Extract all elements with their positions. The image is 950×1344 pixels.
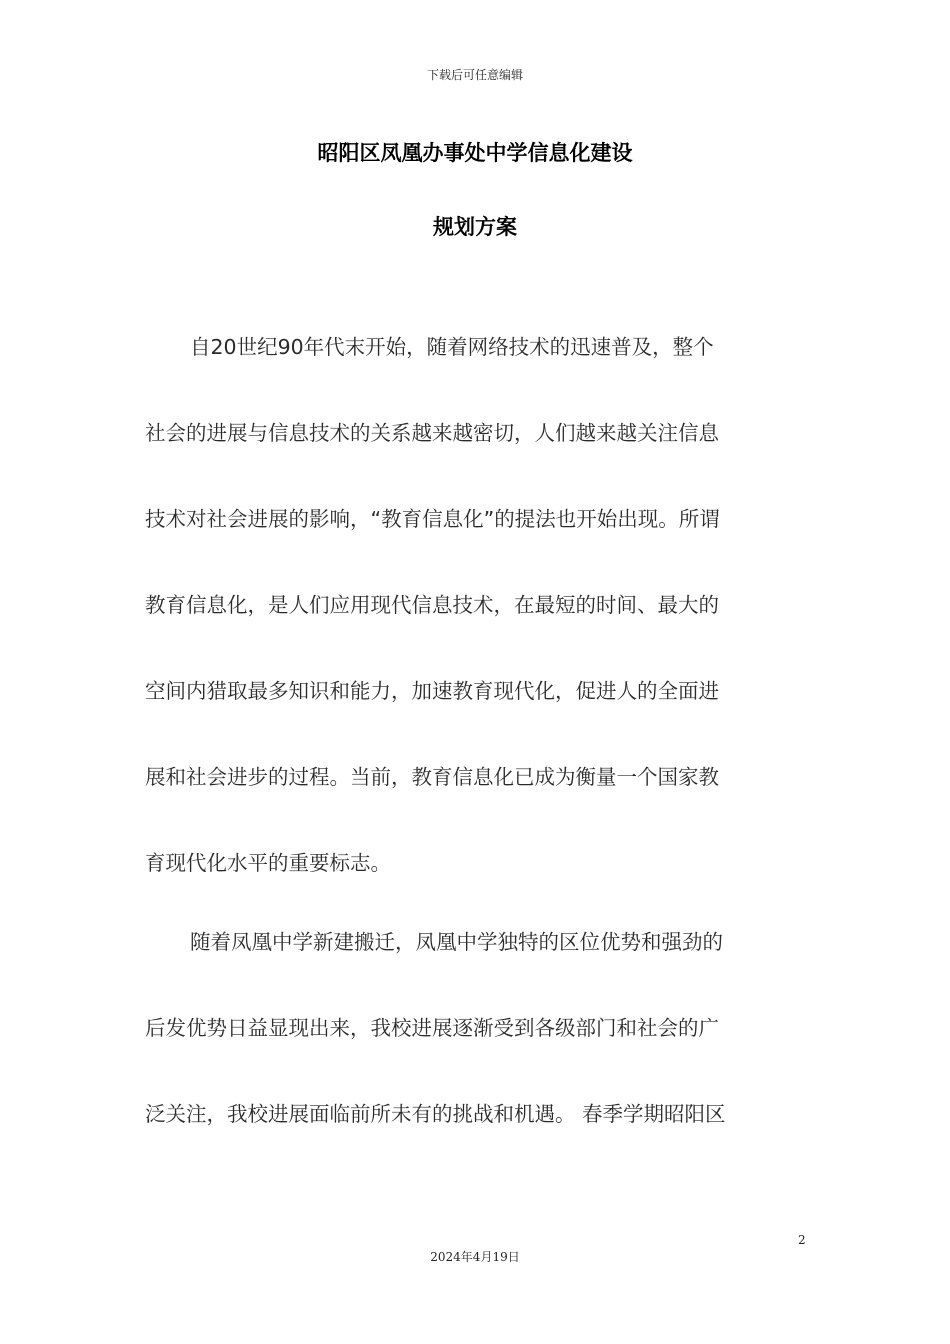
paragraph-line: 展和社会进步的过程。当前，教育信息化已成为衡量一个国家教 xyxy=(145,765,719,789)
paragraph-line: 教育信息化，是人们应用现代信息技术，在最短的时间、最大的 xyxy=(145,593,719,617)
paragraph-line: 后发优势日益显现出来，我校进展逐渐受到各级部门和社会的广 xyxy=(145,1016,719,1040)
paragraph-line: 技术对社会进展的影响，“教育信息化”的提法也开始出现。所谓 xyxy=(145,507,720,531)
document-title-line-2: 规划方案 xyxy=(433,215,517,239)
page-number: 2 xyxy=(798,1233,806,1247)
paragraph-line: 随着凤凰中学新建搬迁，凤凰中学独特的区位优势和强劲的 xyxy=(190,930,723,954)
paragraph-line: 社会的进展与信息技术的关系越来越密切，人们越来越关注信息 xyxy=(145,421,719,445)
paragraph-line: 育现代化水平的重要标志。 xyxy=(145,851,391,875)
paragraph-2 xyxy=(145,919,800,1177)
header-note: 下载后可任意编辑 xyxy=(426,68,523,82)
document-title-line-1: 昭阳区凤凰办事处中学信息化建设 xyxy=(317,141,633,165)
paragraph-line: 泛关注，我校进展面临前所未有的挑战和机遇。 春季学期昭阳区 xyxy=(145,1102,726,1126)
document-body xyxy=(145,324,800,1177)
paragraph-line: 空间内猎取最多知识和能力，加速教育现代化，促进人的全面进 xyxy=(145,679,719,703)
footer-date: 2024年4月19日 xyxy=(430,1250,520,1264)
paragraph-line: 自20世纪90年代末开始，随着网络技术的迅速普及，整个 xyxy=(190,335,714,359)
paragraph-1 xyxy=(145,324,800,919)
